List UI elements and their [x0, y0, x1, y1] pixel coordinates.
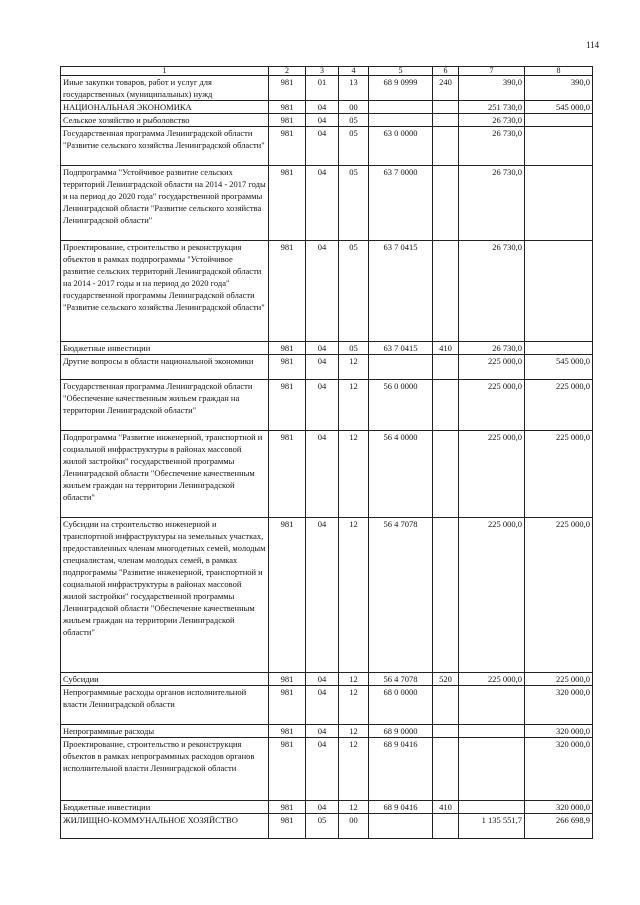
cell-amount-1: 225 000,0	[459, 518, 525, 673]
cell-subsection: 13	[339, 76, 369, 101]
cell-expense-type	[433, 241, 459, 342]
cell-section: 04	[306, 673, 339, 686]
column-header: 8	[525, 67, 593, 76]
table-row	[61, 738, 593, 801]
cell-expense-type	[433, 114, 459, 127]
cell-target: 56 0 0000	[369, 380, 433, 431]
cell-ministry: 981	[269, 166, 306, 241]
cell-amount-2	[525, 114, 593, 127]
cell-ministry: 981	[269, 431, 306, 518]
cell-subsection: 00	[339, 814, 369, 839]
table-row	[61, 166, 593, 241]
header-row	[61, 67, 593, 76]
cell-section: 04	[306, 801, 339, 814]
cell-subsection: 12	[339, 431, 369, 518]
cell-subsection: 05	[339, 127, 369, 166]
cell-subsection: 12	[339, 686, 369, 725]
row-name: Бюджетные инвестиции	[61, 342, 269, 355]
cell-subsection: 05	[339, 241, 369, 342]
row-name: Другие вопросы в области национальной экономики	[61, 355, 269, 380]
cell-amount-1	[459, 801, 525, 814]
row-name: Проектирование, строительство и реконструкция объектов в рамках подпрограммы "Устойчивое развитие сельских территорий Ленинградской области на 2014 - 2017 годы и на период до 2020 года" государственной программы Ленинградской области "Развитие сельского хозяйства Ленинградской области"	[61, 241, 269, 342]
table-row	[61, 355, 593, 380]
cell-expense-type	[433, 738, 459, 801]
cell-ministry: 981	[269, 518, 306, 673]
cell-section: 05	[306, 814, 339, 839]
cell-section: 04	[306, 380, 339, 431]
cell-amount-1: 225 000,0	[459, 380, 525, 431]
cell-expense-type: 240	[433, 76, 459, 101]
row-name: Субсидии	[61, 673, 269, 686]
cell-amount-2: 320 000,0	[525, 801, 593, 814]
cell-amount-1	[459, 738, 525, 801]
cell-subsection: 00	[339, 101, 369, 114]
table-row	[61, 801, 593, 814]
column-header: 2	[269, 67, 306, 76]
cell-ministry: 981	[269, 101, 306, 114]
cell-subsection: 12	[339, 725, 369, 738]
cell-amount-2: 320 000,0	[525, 738, 593, 801]
cell-target: 56 4 7078	[369, 673, 433, 686]
cell-amount-2	[525, 241, 593, 342]
cell-subsection: 12	[339, 801, 369, 814]
cell-amount-2: 225 000,0	[525, 518, 593, 673]
table-row	[61, 241, 593, 342]
column-header: 7	[459, 67, 525, 76]
cell-amount-2: 545 000,0	[525, 101, 593, 114]
cell-section: 04	[306, 241, 339, 342]
row-name: Подпрограмма "Развитие инженерной, транспортной и социальной инфраструктуры в районах массовой жилой застройки" государственной программы Ленинградской области "Обеспечение качественным жильем граждан на территории Ленинградской области"	[61, 431, 269, 518]
cell-amount-1: 26 730,0	[459, 241, 525, 342]
cell-amount-1: 225 000,0	[459, 673, 525, 686]
cell-ministry: 981	[269, 725, 306, 738]
table-row	[61, 686, 593, 725]
cell-amount-2: 225 000,0	[525, 431, 593, 518]
cell-ministry: 981	[269, 738, 306, 801]
cell-ministry: 981	[269, 241, 306, 342]
cell-subsection: 05	[339, 342, 369, 355]
cell-ministry: 981	[269, 814, 306, 839]
row-name: Государственная программа Ленинградской области "Обеспечение качественным жильем граждан на территории Ленинградской области"	[61, 380, 269, 431]
cell-amount-2: 225 000,0	[525, 380, 593, 431]
cell-amount-1	[459, 725, 525, 738]
cell-subsection: 12	[339, 380, 369, 431]
row-name: Непрограммные расходы	[61, 725, 269, 738]
column-header: 5	[369, 67, 433, 76]
table-row	[61, 114, 593, 127]
cell-subsection: 12	[339, 355, 369, 380]
column-header: 3	[306, 67, 339, 76]
cell-target	[369, 814, 433, 839]
table-row	[61, 431, 593, 518]
table-row	[61, 673, 593, 686]
cell-section: 04	[306, 686, 339, 725]
row-name: Подпрограмма "Устойчивое развитие сельских территорий Ленинградской области на 2014 - 2017 годы и на период до 2020 года" государственной программы Ленинградской области "Развитие сельского хозяйства Ленинградской области"	[61, 166, 269, 241]
table-row	[61, 127, 593, 166]
table-row	[61, 101, 593, 114]
cell-amount-2: 545 000,0	[525, 355, 593, 380]
row-name: Сельское хозяйство и рыболовство	[61, 114, 269, 127]
column-header: 1	[61, 67, 269, 76]
table-row	[61, 725, 593, 738]
cell-amount-1: 390,0	[459, 76, 525, 101]
cell-expense-type: 410	[433, 801, 459, 814]
cell-section: 04	[306, 114, 339, 127]
cell-expense-type	[433, 725, 459, 738]
cell-expense-type	[433, 518, 459, 673]
cell-amount-2: 225 000,0	[525, 673, 593, 686]
cell-target	[369, 101, 433, 114]
cell-target: 68 9 0000	[369, 725, 433, 738]
row-name: ЖИЛИЩНО-КОММУНАЛЬНОЕ ХОЗЯЙСТВО	[61, 814, 269, 839]
cell-expense-type	[433, 355, 459, 380]
cell-ministry: 981	[269, 114, 306, 127]
cell-amount-1: 26 730,0	[459, 127, 525, 166]
table-row	[61, 76, 593, 101]
cell-target: 63 7 0415	[369, 241, 433, 342]
cell-amount-2: 320 000,0	[525, 686, 593, 725]
table-row	[61, 380, 593, 431]
cell-ministry: 981	[269, 801, 306, 814]
cell-section: 04	[306, 355, 339, 380]
cell-amount-1: 1 135 551,7	[459, 814, 525, 839]
cell-ministry: 981	[269, 686, 306, 725]
cell-amount-1: 26 730,0	[459, 114, 525, 127]
row-name: Непрограммные расходы органов исполнительной власти Ленинградской области	[61, 686, 269, 725]
cell-section: 04	[306, 431, 339, 518]
row-name: Субсидии на строительство инженерной и транспортной инфраструктуры на земельных участках, предоставленных членам многодетных семей, молодым специалистам, членам молодых семей, в рамках подпрограммы "Развитие инженерной, транспортной и социальной инфраструктуры в районах массовой жилой застройки" государственной программы Ленинградской области "Обеспечение качественным жильем граждан на территории Ленинградской области"	[61, 518, 269, 673]
row-name: НАЦИОНАЛЬНАЯ ЭКОНОМИКА	[61, 101, 269, 114]
row-name: Государственная программа Ленинградской области "Развитие сельского хозяйства Ленинградской области"	[61, 127, 269, 166]
cell-ministry: 981	[269, 380, 306, 431]
cell-target	[369, 355, 433, 380]
table-row	[61, 342, 593, 355]
cell-target: 56 4 0000	[369, 431, 433, 518]
cell-amount-1: 26 730,0	[459, 166, 525, 241]
table-row	[61, 814, 593, 839]
cell-amount-2: 390,0	[525, 76, 593, 101]
cell-ministry: 981	[269, 673, 306, 686]
cell-ministry: 981	[269, 342, 306, 355]
page-number: 114	[586, 40, 600, 50]
cell-section: 04	[306, 738, 339, 801]
cell-subsection: 12	[339, 673, 369, 686]
cell-section: 01	[306, 76, 339, 101]
cell-target: 63 7 0000	[369, 166, 433, 241]
cell-expense-type	[433, 127, 459, 166]
cell-subsection: 12	[339, 518, 369, 673]
cell-target: 56 4 7078	[369, 518, 433, 673]
cell-expense-type	[433, 686, 459, 725]
cell-amount-1	[459, 686, 525, 725]
cell-expense-type: 410	[433, 342, 459, 355]
cell-amount-2: 266 698,9	[525, 814, 593, 839]
cell-target: 63 0 0000	[369, 127, 433, 166]
cell-section: 04	[306, 725, 339, 738]
cell-section: 04	[306, 101, 339, 114]
cell-target: 68 9 0416	[369, 801, 433, 814]
cell-expense-type	[433, 166, 459, 241]
cell-target	[369, 114, 433, 127]
cell-section: 04	[306, 342, 339, 355]
budget-table	[60, 66, 593, 839]
cell-expense-type	[433, 101, 459, 114]
cell-ministry: 981	[269, 127, 306, 166]
cell-amount-1: 225 000,0	[459, 355, 525, 380]
cell-amount-1: 26 730,0	[459, 342, 525, 355]
column-header: 4	[339, 67, 369, 76]
cell-target: 68 9 0416	[369, 738, 433, 801]
cell-expense-type	[433, 380, 459, 431]
cell-subsection: 05	[339, 166, 369, 241]
cell-amount-1: 225 000,0	[459, 431, 525, 518]
cell-target: 68 9 0999	[369, 76, 433, 101]
cell-target: 63 7 0415	[369, 342, 433, 355]
cell-expense-type	[433, 814, 459, 839]
row-name: Проектирование, строительство и реконструкция объектов в рамках непрограммных расходов органов исполнительной власти Ленинградской области	[61, 738, 269, 801]
cell-section: 04	[306, 127, 339, 166]
row-name: Бюджетные инвестиции	[61, 801, 269, 814]
cell-amount-2: 320 000,0	[525, 725, 593, 738]
column-header: 6	[433, 67, 459, 76]
table-row	[61, 518, 593, 673]
cell-ministry: 981	[269, 76, 306, 101]
cell-amount-2	[525, 166, 593, 241]
cell-amount-1: 251 730,0	[459, 101, 525, 114]
cell-subsection: 12	[339, 738, 369, 801]
cell-expense-type: 520	[433, 673, 459, 686]
row-name: Иные закупки товаров, работ и услуг для государственных (муниципальных) нужд	[61, 76, 269, 101]
cell-section: 04	[306, 518, 339, 673]
cell-subsection: 05	[339, 114, 369, 127]
cell-target: 68 0 0000	[369, 686, 433, 725]
cell-amount-2	[525, 342, 593, 355]
cell-amount-2	[525, 127, 593, 166]
cell-section: 04	[306, 166, 339, 241]
cell-expense-type	[433, 431, 459, 518]
cell-ministry: 981	[269, 355, 306, 380]
